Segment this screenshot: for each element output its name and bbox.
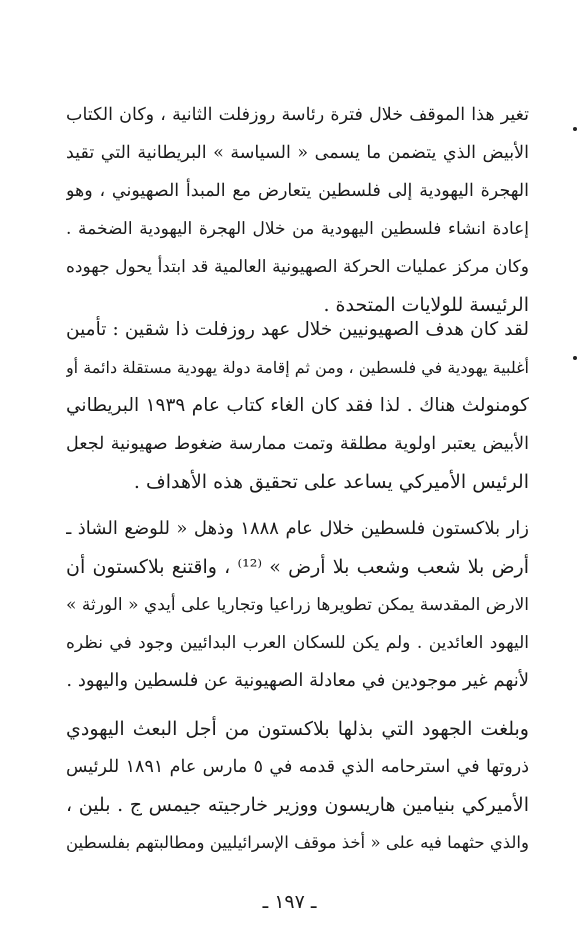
paragraph-2 — [66, 311, 529, 501]
text-line: الهجرة اليهودية إلى فلسطين يتعارض مع المبدأ الصهيوني ، وهو — [66, 181, 529, 201]
paragraph-4 — [66, 710, 529, 862]
text-line: كومنولث هناك . لذا فقد كان الغاء كتاب عام ١٩٣٩ البريطاني — [66, 395, 529, 416]
text-line: أغلبية يهودية في فلسطين ، ومن ثم إقامة دولة يهودية مستقلة دائمة أو — [66, 358, 529, 377]
margin-dot-mark — [573, 127, 577, 131]
text-line: وبلغت الجهود التي بذلها بلاكستون من أجل البعث اليهودي — [66, 718, 529, 740]
text-line: أرض بلا شعب وشعب بلا أرض » ⁽¹²⁾ ، واقتنع بلاكستون أن — [66, 556, 529, 578]
text-line: الأبيض الذي يتضمن ما يسمى « السياسة » البريطانية التي تقيد — [66, 143, 529, 163]
text-line: ذروتها في استرحامه الذي قدمه في ٥ مارس عام ١٨٩١ للرئيس — [66, 757, 529, 777]
paragraph-3 — [66, 510, 529, 700]
margin-dot-mark — [573, 356, 577, 360]
page-number: ـ ١٩٧ ـ — [262, 891, 317, 913]
text-line: الرئيس الأميركي يساعد على تحقيق هذه الأهداف . — [133, 471, 529, 493]
text-line: وكان مركز عمليات الحركة الصهيونية العالمية قد ابتدأ يحول جهوده — [66, 257, 529, 277]
text-line: زار بلاكستون فلسطين خلال عام ١٨٨٨ وذهل « للوضع الشاذ ـ — [66, 518, 529, 539]
text-line: إعادة انشاء فلسطين اليهودية من خلال الهجرة اليهودية الضخمة . — [66, 219, 529, 239]
paragraph-1 — [66, 96, 529, 324]
text-line: والذي حثهما فيه على « أخذ موقف الإسرائيليين ومطالبتهم بفلسطين — [66, 833, 529, 852]
text-line: اليهود العائدين . ولم يكن للسكان العرب البدائيين وجود في نظره — [66, 633, 529, 653]
text-line: لأنهم غير موجودين في معادلة الصهيونية عن فلسطين واليهود . — [66, 670, 529, 691]
text-line: الارض المقدسة يمكن تطويرها زراعيا وتجاريا على أيدي « الورثة » — [66, 595, 529, 615]
text-line: الأبيض يعتبر اولوية مطلقة وتمت ممارسة ضغوط صهيونية لجعل — [66, 434, 529, 454]
text-line: الرئيسة للولايات المتحدة . — [323, 294, 529, 316]
text-line: تغير هذا الموقف خلال فترة رئاسة روزفلت الثانية ، وكان الكتاب — [66, 105, 529, 125]
text-line: الأميركي بنيامين هاريسون ووزير خارجيته جيمس ج . بلين ، — [66, 794, 529, 816]
text-line: لقد كان هدف الصهيونيين خلال عهد روزفلت ذا شقين : تأمين — [66, 319, 529, 340]
